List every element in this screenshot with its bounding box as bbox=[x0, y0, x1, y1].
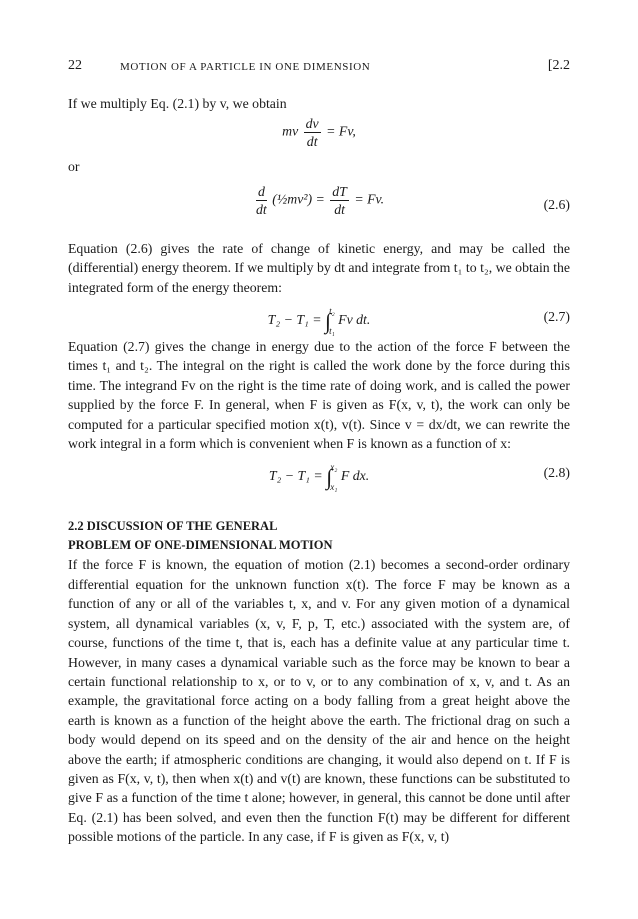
body-text bbox=[68, 94, 570, 847]
section-heading-line-2: PROBLEM OF ONE-DIMENSIONAL MOTION bbox=[68, 538, 333, 553]
equation-number-2-7: (2.7) bbox=[543, 309, 570, 325]
or-word: or bbox=[68, 159, 80, 175]
equation-work-rate bbox=[68, 113, 570, 157]
section-heading-line-1: 2.2 DISCUSSION OF THE GENERAL bbox=[68, 519, 278, 534]
eq-27-integrand: Fv dt. bbox=[338, 312, 371, 328]
eq-26-fraction-1 bbox=[256, 183, 267, 218]
equation-2-6 bbox=[68, 177, 570, 227]
eq-26-num2: dT bbox=[332, 183, 347, 199]
paragraph-1: If we multiply Eq. (2.1) by v, we obtain bbox=[68, 96, 287, 111]
eq-26-num1: d bbox=[257, 183, 265, 199]
eq-26-den1: dt bbox=[256, 201, 267, 217]
eq-a-denominator: dt bbox=[306, 134, 318, 150]
equation-number-2-6: (2.6) bbox=[543, 196, 570, 212]
integral-sign-icon: ∫ bbox=[326, 464, 333, 490]
eq-a-rhs: = Fv, bbox=[326, 124, 356, 140]
eq-26-fraction-2 bbox=[330, 183, 349, 218]
integral-sign-icon: ∫ bbox=[325, 308, 332, 334]
eq-26-middle: (½mv²) = bbox=[272, 191, 325, 207]
eq-a-fraction bbox=[304, 115, 321, 150]
eq-28-upper: x₂ bbox=[330, 462, 338, 473]
eq-a-numerator: dv bbox=[305, 116, 319, 132]
eq-28-integrand: F dx. bbox=[340, 468, 370, 484]
eq-26-rhs: = Fv. bbox=[354, 191, 385, 207]
eq-26-den2: dt bbox=[334, 201, 345, 217]
eq-27-limits bbox=[329, 301, 335, 341]
eq-27-lower: t₁ bbox=[329, 326, 335, 337]
paragraph-2: Equation (2.6) gives the rate of change of kinetic energy, and may be called the (differential) energy theorem. If we multiply by dt and integrate from t₁ to t₂, we obtain the integrated form of the energy theorem: bbox=[68, 240, 570, 295]
equation-2-8 bbox=[68, 453, 570, 495]
equation-2-7 bbox=[68, 297, 570, 337]
eq-28-lhs: T₂ − T₁ = bbox=[268, 468, 323, 484]
equation-number-2-8: (2.8) bbox=[543, 465, 570, 481]
paragraph-3: Equation (2.7) gives the change in energy due to the action of the force F between the times t₁ and t₂. The integral on the right is called the work done by the force during this time. The integrand Fv on the right is the time rate of doing work, and is called the power supplied by the force F. In general, when F is given as F(x, v, t), the work can only be computed for a particular specified motion x(t), v(t). Since v = dx/dt, we can rewrite the work integral in a form which is convenient when F is known as a function of x: bbox=[68, 339, 570, 452]
eq-a-lhs: mv bbox=[282, 124, 299, 140]
running-head bbox=[68, 56, 570, 76]
paragraph-4: If the force F is known, the equation of motion (2.1) becomes a second-order ordinary differential equation for the unknown function x(t). The force F may be known as a function of any or all of the variables t, x, and v. For any given motion of a dynamical system, all dynamical variables (x, v, F, p, T, etc.) associated with the system are, of course, functions of the time t, that is, each has a definite value at any particular time t. However, in many cases a dynamical variable such as the force may be known to bear a certain functional relationship to x, or to v, or to any combination of x, v, and t. As an example, the gravitational force acting on a body falling from a great height above the earth is known as a function of the height above the earth. The frictional drag on such a body would depend on its speed and on the density of the air and hence on the height above the earth; if atmospheric conditions are changing, it would also depend on t. If F is given as F(x, v, t), then when x(t) and v(t) are known, these functions can be substituted to give F as a function of the time t alone; however, in general, this cannot be done until after Eq. (2.1) has been solved, and even then the function F(t) may be different for different possible motions of the particle. In any case, if F is given as F(x, v, t) bbox=[68, 557, 570, 845]
page-number: 22 bbox=[68, 58, 82, 73]
eq-28-limits bbox=[330, 457, 337, 497]
running-title: MOTION OF A PARTICLE IN ONE DIMENSION bbox=[120, 61, 371, 73]
section-reference: [2.2 bbox=[547, 58, 570, 73]
section-heading bbox=[68, 517, 570, 555]
eq-27-lhs: T₂ − T₁ = bbox=[267, 312, 322, 328]
eq-28-lower: x₁ bbox=[330, 482, 338, 493]
eq-27-upper: t₂ bbox=[329, 306, 335, 317]
